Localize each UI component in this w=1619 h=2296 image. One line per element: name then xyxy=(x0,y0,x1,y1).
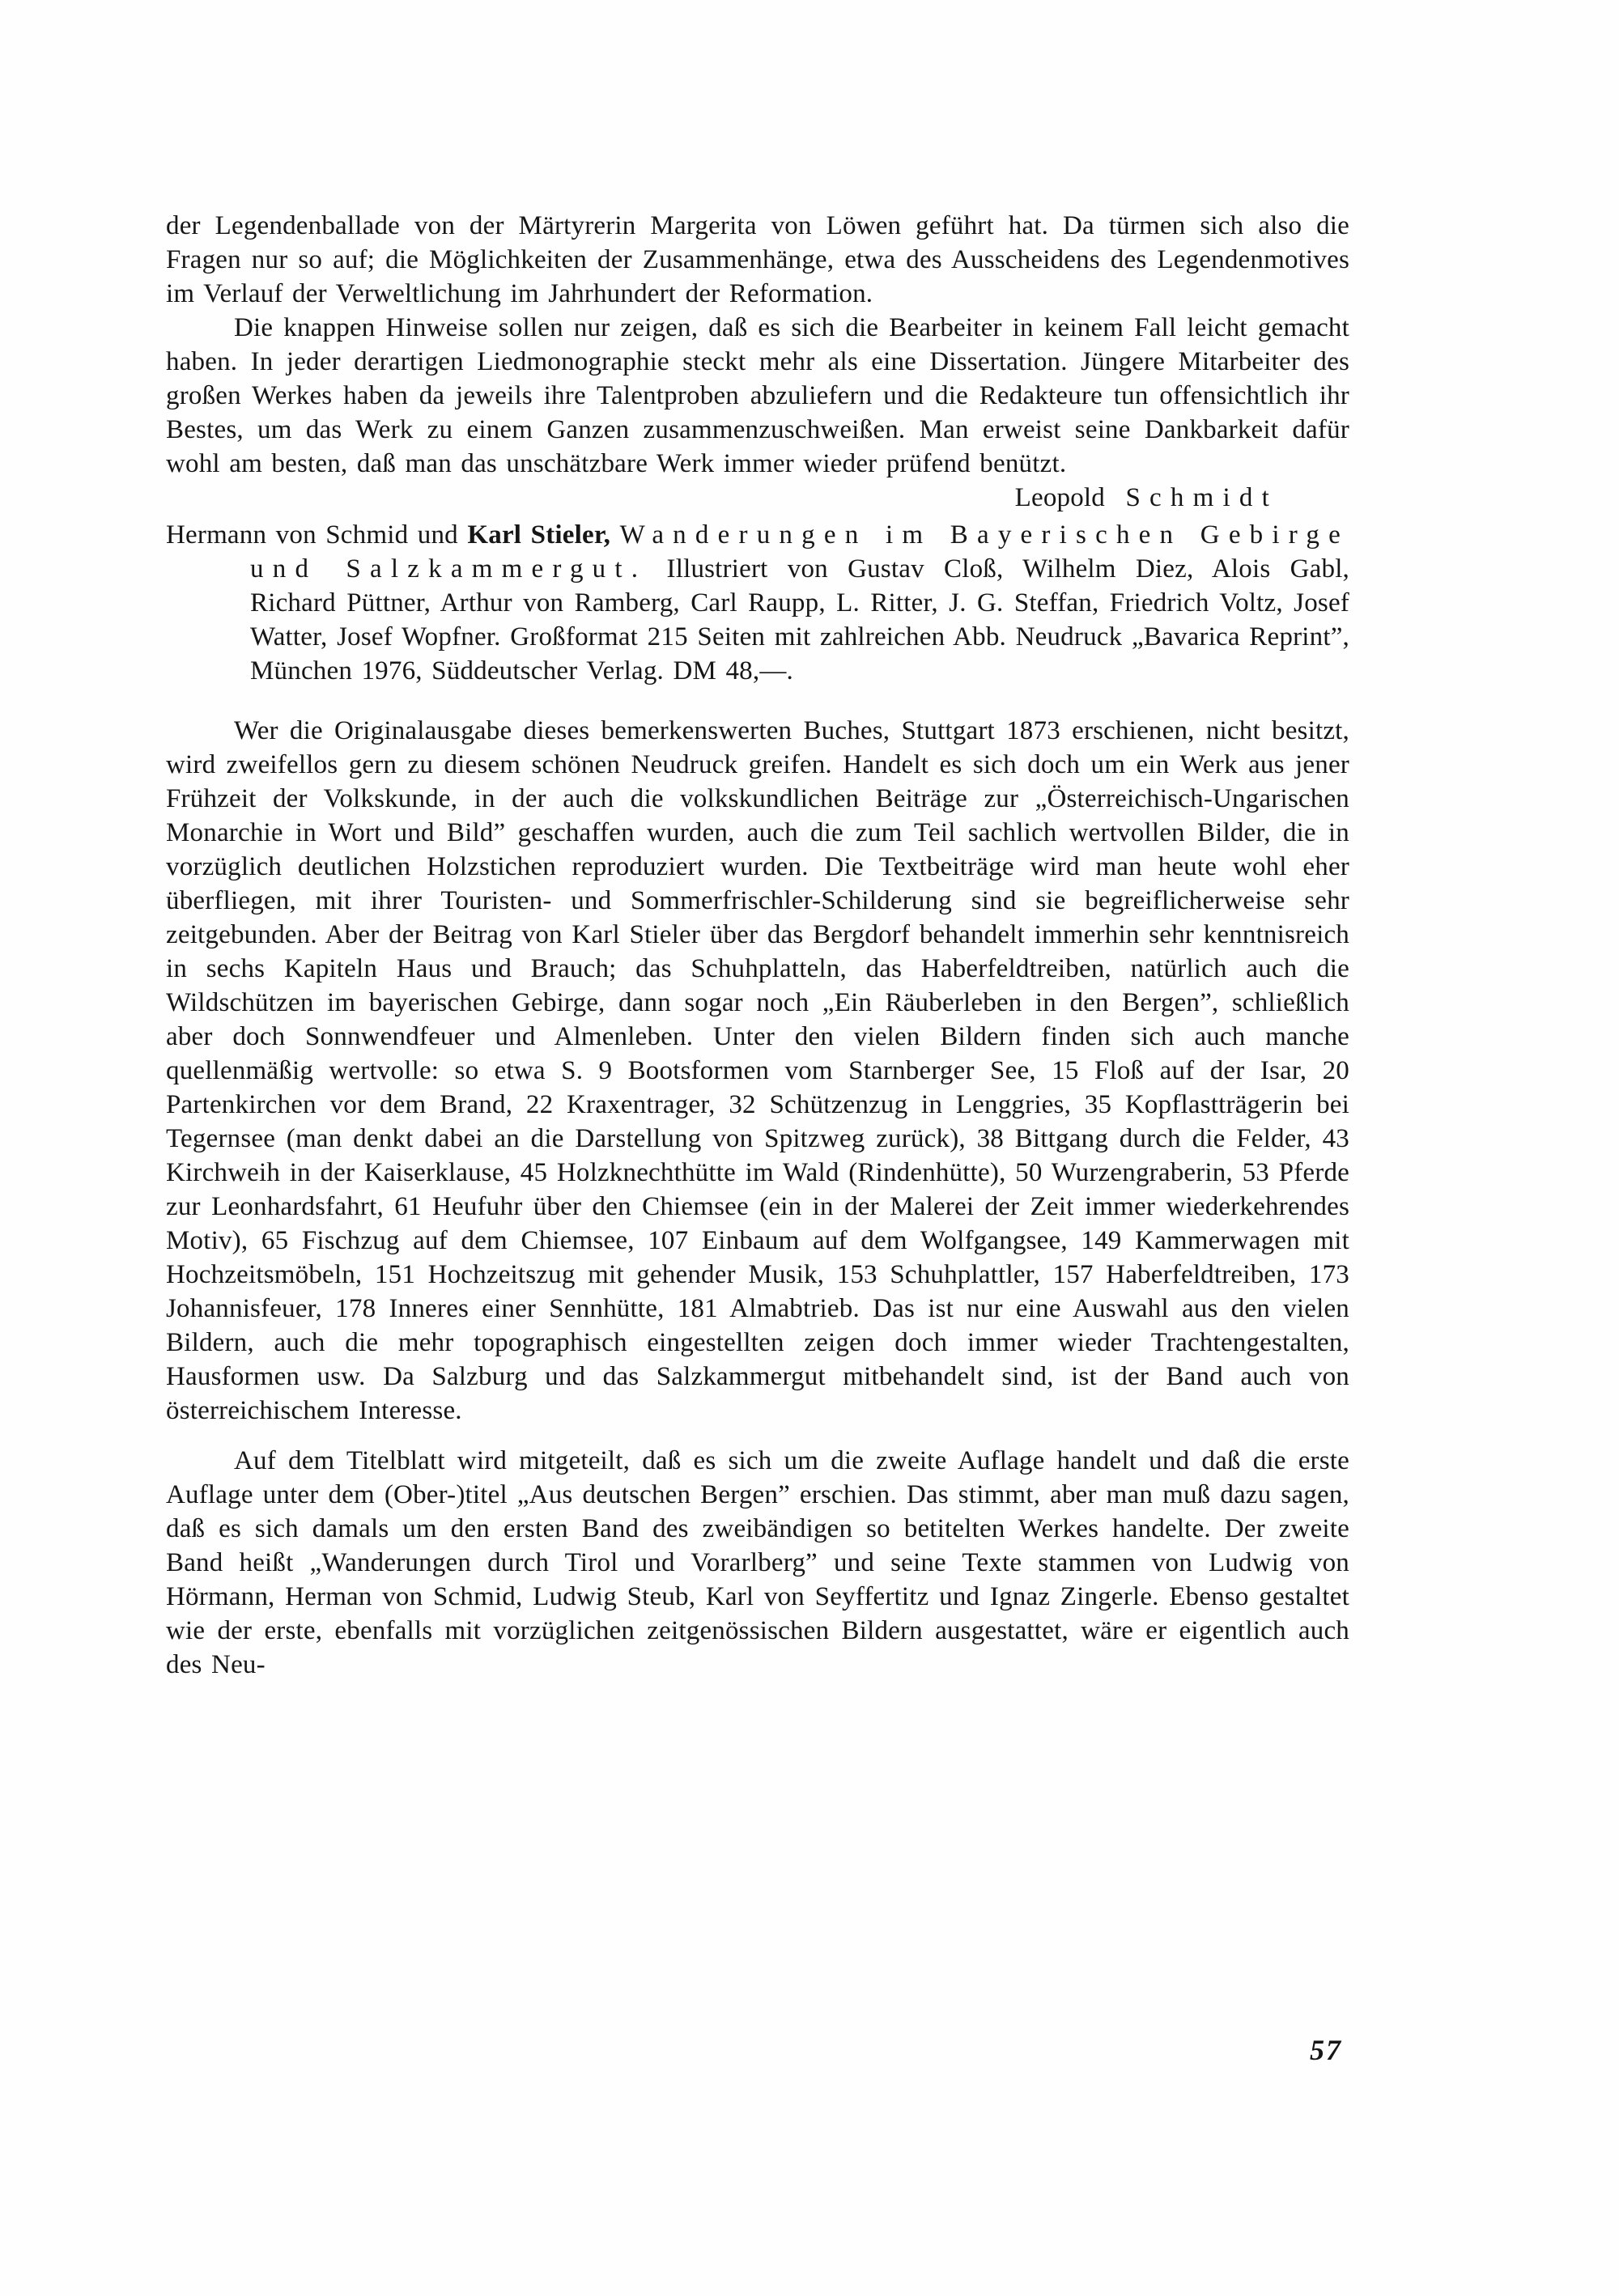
book-review-paragraph-2 xyxy=(166,1444,1349,1682)
closing-review-paragraph-1-text: der Legendenballade von der Märtyrerin Margerita von Löwen geführt hat. Da türmen sich also die Fragen nur so auf; die Möglichkeiten der Zusammenhänge, etwa des Ausscheidens des Legendenmotives im Verlauf der Verweltlichung im Jahrhundert der Reformation. xyxy=(166,211,1349,308)
closing-review-paragraph-2 xyxy=(166,311,1349,512)
book-entry-details: Illustriert von Gustav Cloß, Wilhelm Diez, Alois Gabl, Richard Püttner, Arthur von Ramberg, Carl Raupp, L. Ritter, J. G. Steffan, Friedrich Voltz, Josef Watter, Josef Wopfner. Großformat 215 Seiten mit zahlreichen Abb. Neudruck „Bavarica Reprint”, München 1976, Süddeutscher Verlag. DM 48,—. xyxy=(250,554,1350,685)
book-entry-authors: Hermann von Schmid und xyxy=(166,520,468,550)
closing-review-paragraph-1 xyxy=(166,209,1349,311)
reviewer-signature-first-name: Leopold xyxy=(1014,483,1105,512)
closing-review-paragraph-2-text: Die knappen Hinweise sollen nur zeigen, daß es sich die Bearbeiter in keinem Fall leicht gemacht haben. In jeder derartigen Liedmonographie steckt mehr als eine Dissertation. Jüngere Mitarbeiter des großen Werkes haben da jeweils ihre Talentproben abzuliefern und die Redakteure tun offensichtlich ihr Bestes, um das Werk zu einem Ganzen zusammenzuschweißen. Man erweist seine Dankbarkeit dafür wohl am besten, daß man das unschätzbare Werk immer wieder prüfend benützt. xyxy=(166,313,1349,478)
page-number: 57 xyxy=(1310,2034,1342,2066)
book-entry-heading xyxy=(166,518,1349,688)
reviewer-signature-last-name: Schmidt xyxy=(1125,483,1278,512)
book-review-paragraph-1-text: Wer die Originalausgabe dieses bemerkenswerten Buches, Stuttgart 1873 erschienen, nicht besitzt, wird zweifellos gern zu diesem schönen Neudruck greifen. Handelt es sich doch um ein Werk aus jener Frühzeit der Volkskunde, in der auch die volkskundlichen Beiträge zur „Österreichisch-Ungarischen Monarchie in Wort und Bild” geschaffen wurden, auch die zum Teil sachlich wertvollen Bilder, die in vorzüglich deutlichen Holzstichen reproduziert wurden. Die Textbeiträge wird man heute wohl eher überfliegen, mit ihrer Touristen- und Sommerfrischler-Schilderung sind sie begreiflicherweise sehr zeitgebunden. Aber der Beitrag von Karl Stieler über das Bergdorf behandelt immerhin sehr kenntnisreich in sechs Kapiteln Haus und Brauch; das Schuhplatteln, das Haberfeldtreiben, natürlich auch die Wildschützen im bayerischen Gebirge, dann sogar noch „Ein Räuberleben in den Bergen”, schließlich aber doch Sonnwendfeuer und Almenleben. Unter den vielen Bildern finden sich auch manche quellenmäßig wertvolle: so etwa S. 9 Bootsformen vom Starnberger See, 15 Floß auf der Isar, 20 Partenkirchen vor dem Brand, 22 Kraxentrager, 32 Schützenzug in Lenggries, 35 Kopflastträgerin bei Tegernsee (man denkt dabei an die Darstellung von Spitzweg zurück), 38 Bittgang durch die Felder, 43 Kirchweih in der Kaiserklause, 45 Holzknechthütte im Wald (Rindenhütte), 50 Wurzengraberin, 53 Pferde zur Leonhardsfahrt, 61 Heufuhr über den Chiemsee (ein in der Malerei der Zeit immer wiederkehrendes Motiv), 65 Fischzug auf dem Chiemsee, 107 Einbaum auf dem Wolfgangsee, 149 Kammerwagen mit Hochzeitsmöbeln, 151 Hochzeitszug mit gehender Musik, 153 Schuhplattler, 157 Haberfeldtreiben, 173 Johannisfeuer, 178 Inneres einer Sennhütte, 181 Almabtrieb. Das ist nur eine Auswahl aus den vielen Bildern, auch die mehr topographisch eingestellten zeigen doch immer wieder Trachtengestalten, Hausformen usw. Da Salzburg und das Salzkammergut mitbehandelt sind, ist der Band auch von österreichischem Interesse. xyxy=(166,716,1349,1425)
reviewer-signature xyxy=(947,481,1278,515)
book-entry-title: Wanderungen im Bayerischen Gebirge und Salzkammergut. xyxy=(250,520,1349,584)
book-review-paragraph-2-text: Auf dem Titelblatt wird mitgeteilt, daß es sich um die zweite Auflage handelt und daß die erste Auflage unter dem (Ober-)titel „Aus deutschen Bergen” erschien. Das stimmt, aber man muß dazu sagen, daß es sich damals um den ersten Band des zweibändigen so betitelten Werkes handelte. Der zweite Band heißt „Wanderungen durch Tirol und Vorarlberg” und seine Texte stammen von Ludwig von Hörmann, Herman von Schmid, Ludwig Steub, Karl von Seyffertitz und Ignaz Zingerle. Ebenso gestaltet wie der erste, ebenfalls mit vorzüglichen zeitgenössischen Bildern ausgestattet, wäre er eigentlich auch des Neu- xyxy=(166,1446,1349,1679)
text-block xyxy=(166,209,1349,1682)
book-entry-author-bold: Karl Stieler, xyxy=(467,520,611,550)
book-review-paragraph-1 xyxy=(166,714,1349,1428)
